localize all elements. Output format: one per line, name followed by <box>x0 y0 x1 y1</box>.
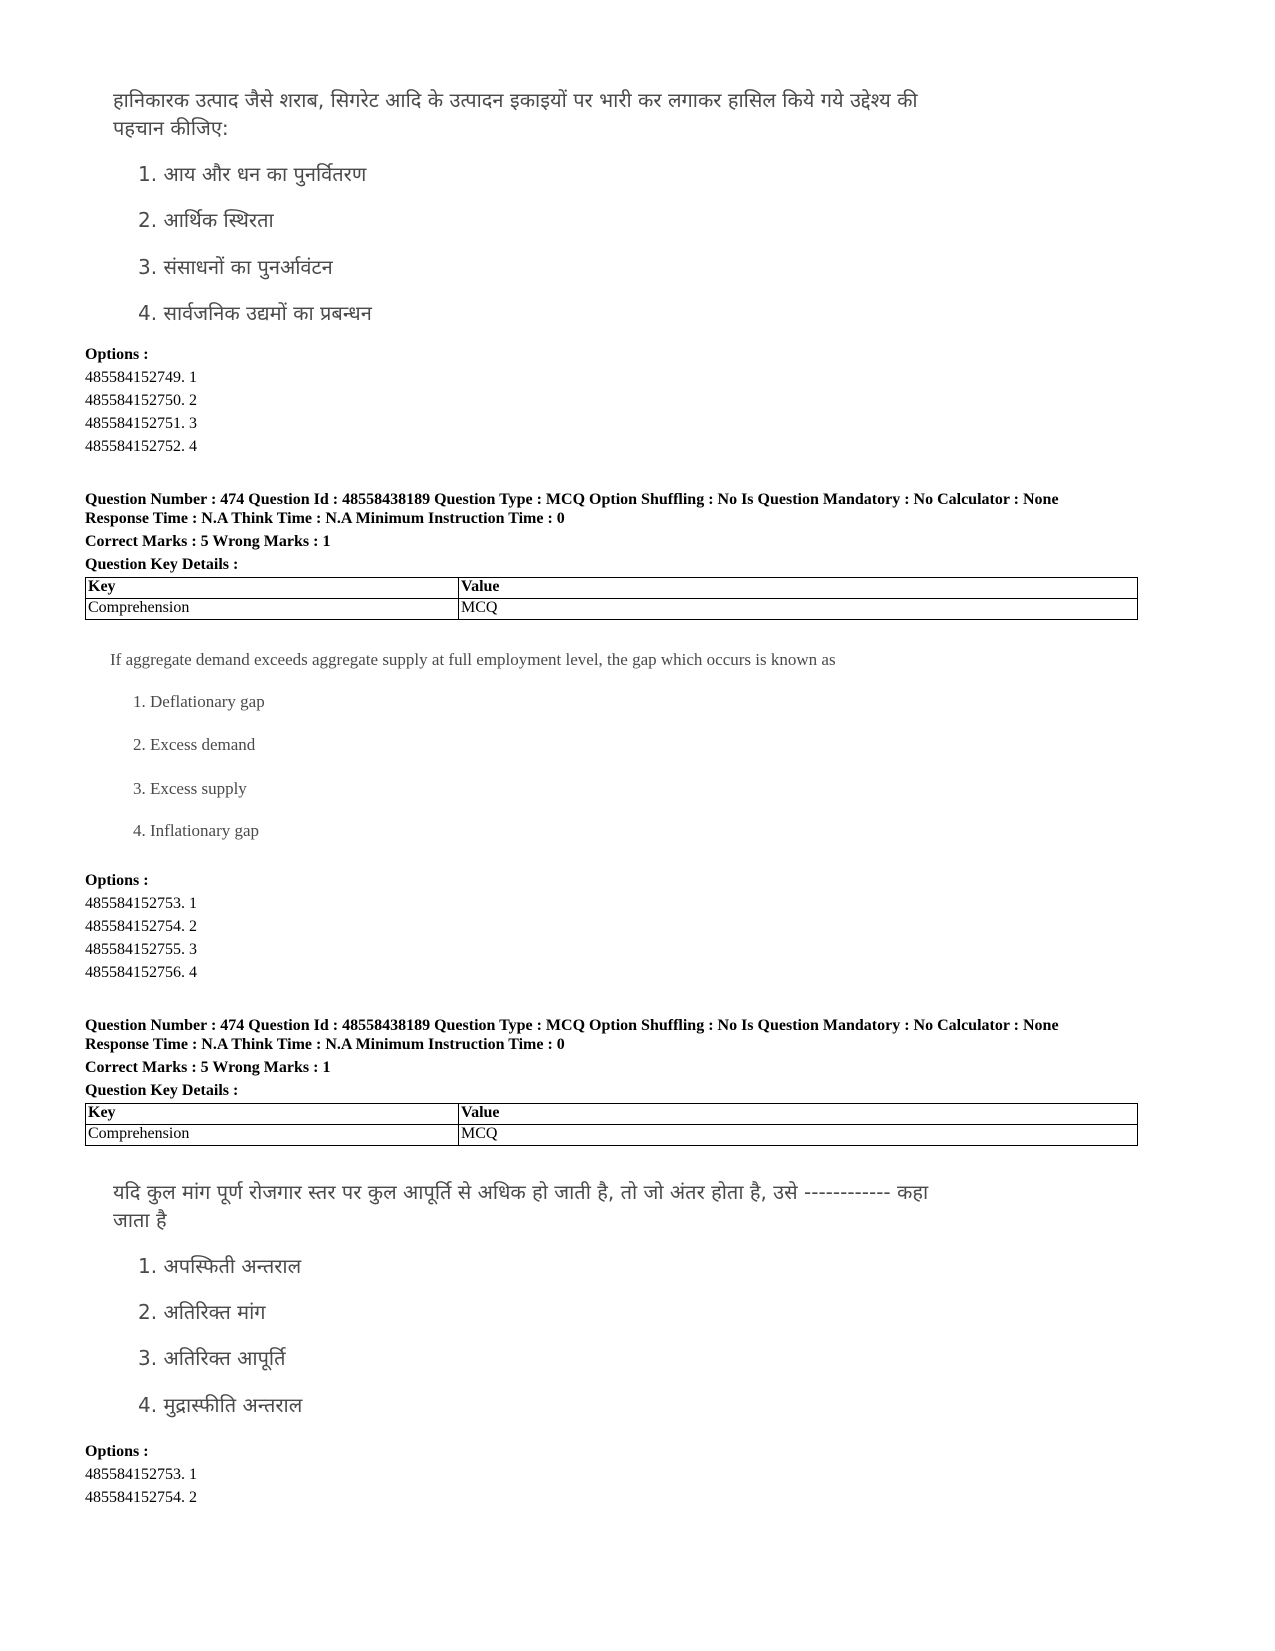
option-row: 485584152756. 4 <box>85 964 197 981</box>
key-details-label: Question Key Details : <box>85 1082 239 1099</box>
choice-2: 2. आर्थिक स्थिरता <box>138 208 274 232</box>
key-details-label: Question Key Details : <box>85 556 239 573</box>
question-meta-line2: Response Time : N.A Think Time : N.A Minimum Instruction Time : 0 <box>85 1036 565 1053</box>
table-cell-value: MCQ <box>459 599 1138 620</box>
question-meta-line1: Question Number : 474 Question Id : 48558438189 Question Type : MCQ Option Shuffling : No Is Question Mandatory : No Calculator : None <box>85 1017 1059 1034</box>
choice-2: 2. Excess demand <box>133 735 256 754</box>
table-cell-key: Comprehension <box>86 599 459 620</box>
option-row: 485584152754. 2 <box>85 918 197 935</box>
table-cell-value: MCQ <box>459 1125 1138 1146</box>
question-text-english: If aggregate demand exceeds aggregate supply at full employment level, the gap which occurs is known as <box>110 650 836 669</box>
choice-4: 4. मुद्रास्फीति अन्तराल <box>138 1393 303 1417</box>
question-meta-line2: Response Time : N.A Think Time : N.A Minimum Instruction Time : 0 <box>85 510 565 527</box>
table-header-value: Value <box>459 1104 1138 1125</box>
marks-line: Correct Marks : 5 Wrong Marks : 1 <box>85 1059 331 1076</box>
option-row: 485584152752. 4 <box>85 438 197 455</box>
key-details-table <box>85 577 1138 620</box>
choice-1: 1. Deflationary gap <box>133 692 265 711</box>
table-header-key: Key <box>86 1104 459 1125</box>
choice-4: 4. Inflationary gap <box>133 821 260 840</box>
option-row: 485584152751. 3 <box>85 415 197 432</box>
option-row: 485584152750. 2 <box>85 392 197 409</box>
table-row <box>86 599 1138 620</box>
table-cell-key: Comprehension <box>86 1125 459 1146</box>
key-details-table <box>85 1103 1138 1146</box>
option-row: 485584152749. 1 <box>85 369 197 386</box>
table-header-key: Key <box>86 578 459 599</box>
choice-3: 3. अतिरिक्त आपूर्ति <box>138 1346 286 1370</box>
choice-2: 2. अतिरिक्त मांग <box>138 1300 266 1324</box>
question-text-hindi-2: यदि कुल मांग पूर्ण रोजगार स्तर पर कुल आपूर्ति से अधिक हो जाती है, तो जो अंतर होता है, उसे ------------ कहा जाता है <box>113 1180 929 1232</box>
choice-3: 3. Excess supply <box>133 779 247 798</box>
option-row: 485584152754. 2 <box>85 1489 197 1506</box>
choice-3: 3. संसाधनों का पुनर्आवंटन <box>138 255 333 279</box>
options-label: Options : <box>85 1443 149 1460</box>
option-row: 485584152755. 3 <box>85 941 197 958</box>
table-header-row <box>86 1104 1138 1125</box>
table-header-value: Value <box>459 578 1138 599</box>
table-header-row <box>86 578 1138 599</box>
option-row: 485584152753. 1 <box>85 1466 197 1483</box>
choice-1: 1. अपस्फिती अन्तराल <box>138 1254 302 1278</box>
table-row <box>86 1125 1138 1146</box>
option-row: 485584152753. 1 <box>85 895 197 912</box>
choice-4: 4. सार्वजनिक उद्यमों का प्रबन्धन <box>138 301 372 325</box>
marks-line: Correct Marks : 5 Wrong Marks : 1 <box>85 533 331 550</box>
options-label: Options : <box>85 346 149 363</box>
choice-1: 1. आय और धन का पुनर्वितरण <box>138 162 367 186</box>
options-label: Options : <box>85 872 149 889</box>
question-meta-line1: Question Number : 474 Question Id : 48558438189 Question Type : MCQ Option Shuffling : No Is Question Mandatory : No Calculator : None <box>85 491 1059 508</box>
question-text-hindi-1: हानिकारक उत्पाद जैसे शराब, सिगरेट आदि के उत्पादन इकाइयों पर भारी कर लगाकर हासिल किये गये उद्देश्य की पहचान कीजिए: <box>113 88 918 140</box>
